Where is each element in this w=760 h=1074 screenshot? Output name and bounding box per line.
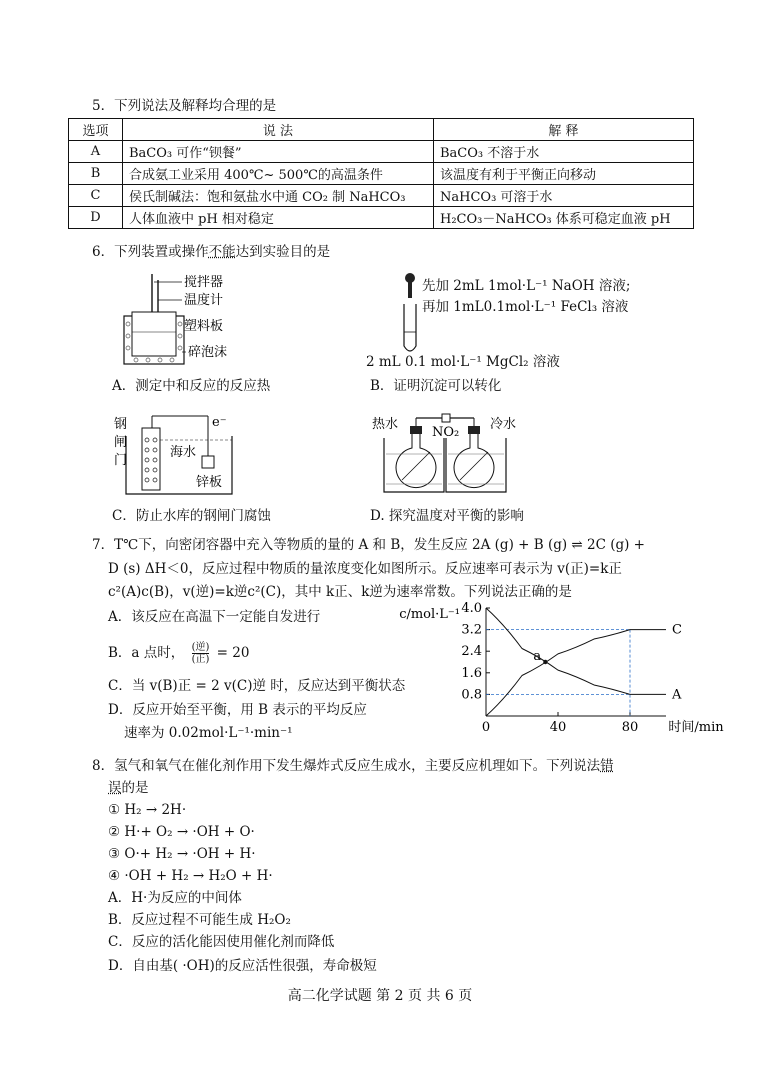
q8-option: A．H·为反应的中间体 [108,890,242,906]
table-cell: H₂CO₃－NaHCO₃ 体系可稳定血液 pH [434,207,694,229]
q6-stem-part: 达到实验目的是 [235,244,331,260]
q7-option: C．当 v(B)正 = 2 v(C)逆 时，反应达到平衡状态 [108,678,406,694]
fig-c-label: 门 [114,453,128,468]
table-cell: 人体血液中 pH 相对稳定 [123,207,434,229]
x-tick-label: 0 [481,720,491,735]
q8-stem-part: 的是 [121,780,149,796]
fig-a-label: 碎泡沫 [188,345,228,360]
x-tick-label: 40 [549,720,567,735]
table-cell: B [69,163,123,185]
fig-d-caption: D. 探究温度对平衡的影响 [370,508,524,524]
fig-d-label: 冷水 [490,417,517,432]
q7-fraction [192,642,210,665]
y-tick-label: 0.8 [461,687,482,703]
q8-option: D．自由基( ·OH)的反应活性很强，寿命极短 [108,958,377,974]
q8-step: ① H₂ → 2H· [108,802,187,818]
y-tick-label: 1.6 [461,665,482,681]
table-cell: C [69,185,123,207]
table-cell: A [69,141,123,163]
fig-c-label: 钢 [114,417,128,432]
fig-b-note: 再加 1mL0.1mol·L⁻¹ FeCl₃ 溶液 [422,299,629,315]
q8-step: ② H·+ O₂ → ·OH + O· [108,824,255,840]
q8-stem-line2 [108,778,149,798]
q7-line: D (s) ΔH＜0，反应过程中物质的量浓度变化如图所示。反应速率可表示为 v(正)=k正 [108,561,622,577]
fig-b-caption: B．证明沉淀可以转化 [370,378,502,394]
table-cell: NaHCO₃ 可溶于水 [434,185,694,207]
table-row [69,185,694,207]
table-header: 选项 [69,119,123,141]
fig-b-note: 先加 2mL 1mol·L⁻¹ NaOH 溶液; [422,278,631,294]
q7-option [108,642,249,665]
q7-option: A．该反应在高温下一定能自发进行 [108,609,321,625]
fig-c-label: 锌板 [196,475,223,490]
q7-line: 7．T℃下，向密闭容器中充入等物质的量的 A 和 B，发生反应 2A (g) + B (g) ⇌ 2C (g) + [92,537,645,553]
fig-a-caption: A．测定中和反应的反应热 [112,378,271,394]
fig-c-label: 海水 [170,445,197,460]
q7-option-part: B．a 点时， [108,645,185,661]
y-tick-label: 3.2 [461,622,482,638]
table-row [69,163,694,185]
table-cell: BaCO₃ 可作“钡餐” [123,141,434,163]
y-axis-label: c/mol·L⁻¹ [399,607,460,622]
q7-line: c²(A)c(B)，v(逆)=k逆c²(C)，其中 k正、k逆为速率常数。下列说法正确的是 [108,584,572,600]
q8-stem [92,756,614,776]
x-tick-label: 80 [621,720,639,735]
series-label-C: C [672,622,682,638]
series-line-A [486,608,666,694]
y-tick-label: 2.4 [461,644,482,660]
table-row [69,141,694,163]
fig-d-label: NO₂ [432,425,460,440]
q8-emphasis: 误 [108,780,122,796]
fig-c-label: e⁻ [212,415,227,430]
table-header: 解 释 [434,119,694,141]
table-cell: D [69,207,123,229]
q7-option: D．反应开始至平衡，用 B 表示的平均反应 [108,702,367,718]
q5-stem: 5．下列说法及解释均合理的是 [92,98,277,114]
table-cell: BaCO₃ 不溶于水 [434,141,694,163]
table-cell: 该温度有利于平衡正向移动 [434,163,694,185]
table-cell: 合成氨工业采用 400℃~ 500℃的高温条件 [123,163,434,185]
fig-a-label: 温度计 [184,293,224,308]
q7-fraction-num: (逆) [191,642,210,653]
fig-a-label: 塑料板 [184,319,224,334]
no2-flasks-figure [368,410,528,498]
q8-option: C．反应的活化能因使用催化剂而降低 [108,934,335,950]
fig-b-tube-label: 2 mL 0.1 mol·L⁻¹ MgCl₂ 溶液 [366,354,560,370]
series-label-A: A [672,687,682,703]
q8-stem-part: 8．氢气和氧气在催化剂作用下发生爆炸式反应生成水，主要反应机理如下。下列说法 [92,758,601,774]
point-label: a [533,649,542,664]
fig-c-caption: C．防止水库的钢闸门腐蚀 [112,508,271,524]
q7-option: 速率为 0.02mol·L⁻¹·min⁻¹ [124,725,293,741]
q6-emphasis: 不能 [208,244,236,260]
x-axis-label: 时间/min [668,720,724,735]
concentration-chart [390,600,724,750]
q8-step: ④ ·OH + H₂ → H₂O + H· [108,868,273,884]
steel-gate-figure [112,414,242,498]
fig-c-label: 闸 [114,435,128,450]
series-line-C [486,630,666,716]
q5-table [68,118,694,229]
q8-step: ③ O·+ H₂ → ·OH + H· [108,846,256,862]
point-a [543,660,547,664]
table-header-row [69,119,694,141]
y-tick-label: 4.0 [461,601,482,616]
fig-d-label: 热水 [372,417,399,432]
page-footer: 高二化学试题 第 2 页 共 6 页 [287,988,473,1004]
q7-option-part: = 20 [216,645,250,661]
q7-fraction-den: (正) [191,654,210,665]
table-header: 说 法 [123,119,434,141]
fig-a-label: 搅拌器 [184,275,224,290]
q6-stem-part: 6．下列装置或操作 [92,244,209,260]
q8-emphasis: 错 [600,758,614,774]
q8-option: B．反应过程不可能生成 H₂O₂ [108,912,291,928]
table-row [69,207,694,229]
calorimeter-figure [112,272,312,372]
table-cell: 侯氏制碱法：饱和氨盐水中通 CO₂ 制 NaHCO₃ [123,185,434,207]
q6-stem [92,242,330,262]
